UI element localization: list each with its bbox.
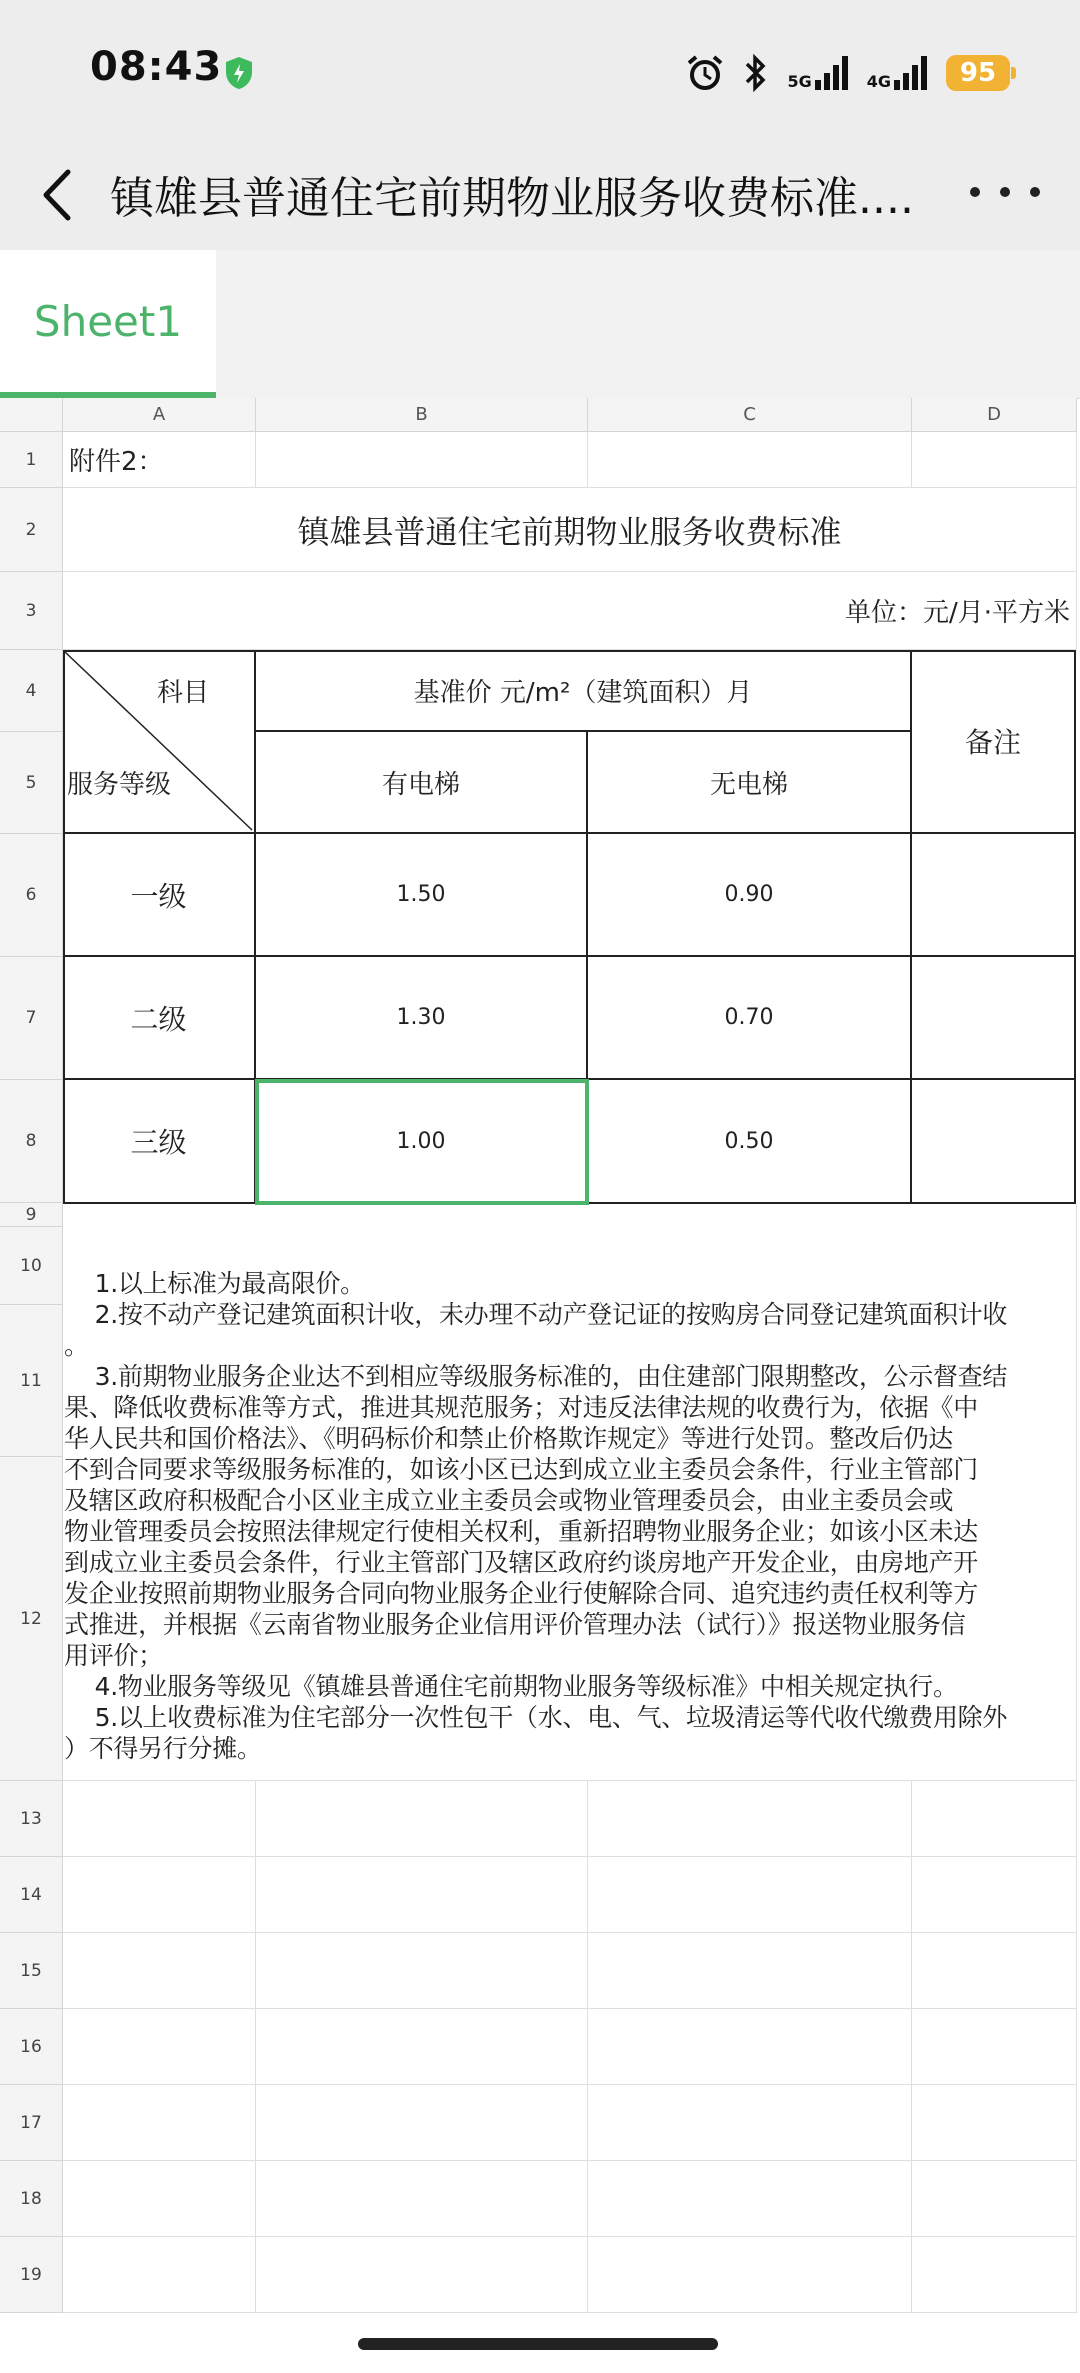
empty-cell[interactable] bbox=[912, 2161, 1077, 2237]
empty-cell[interactable] bbox=[912, 1933, 1077, 2009]
empty-cell[interactable] bbox=[588, 1933, 912, 2009]
header-no-elevator[interactable]: 无电梯 bbox=[588, 732, 912, 834]
status-time: 08:43 bbox=[90, 44, 223, 90]
note-item: 1.以上标准为最高限价。 bbox=[64, 1269, 365, 1298]
row-header-4[interactable]: 4 bbox=[0, 650, 63, 732]
row-header-18[interactable]: 18 bbox=[0, 2161, 63, 2237]
empty-cell[interactable] bbox=[256, 2085, 588, 2161]
row-header-8[interactable]: 8 bbox=[0, 1080, 63, 1203]
home-indicator[interactable] bbox=[358, 2338, 718, 2350]
column-header-c[interactable]: C bbox=[588, 398, 912, 432]
note-item: 4.物业服务等级见《镇雄县普通住宅前期物业服务等级标准》中相关规定执行。 bbox=[64, 1672, 958, 1701]
signal-icon bbox=[894, 56, 928, 90]
header-base-price[interactable]: 基准价 元/m²（建筑面积）月 bbox=[256, 650, 912, 732]
grade-level-cell[interactable]: 一级 bbox=[63, 834, 256, 957]
sheet-title-cell[interactable]: 镇雄县普通住宅前期物业服务收费标准 bbox=[63, 488, 1077, 572]
empty-cell[interactable] bbox=[256, 1781, 588, 1857]
signal-icon bbox=[815, 56, 849, 90]
empty-cell[interactable] bbox=[912, 2237, 1077, 2313]
back-arrow-icon[interactable] bbox=[30, 160, 90, 230]
note-item: 3.前期物业服务企业达不到相应等级服务标准的，由住建部门限期整改，公示督查结 果、降低收费标准等方式，推进其规范服务；对违反法律法规的收费行为，依据《中 华人民共和国价格法》、《明码标价和禁止价格欺诈规定》等进行处罚。整改后仍达 不到合同要求等级服务标准的，如该小区已达到成立业主委员会条件，行业主管部门 及辖区政府积极配合小区业主成立业主委员会或物业管理委员会，由业主委员会或 物业管理委员会按照法律规定行使相关权利，重新招聘物业服务企业；如该小区未达 到成立业主委员会条件，行业主管部门及辖区政府约谈房地产开发企业，由房地产开 发企业按照前期物业服务合同向物业服务企业行使解除合同、追究违约责任权利等方 式推进，并根据《云南省物业服务企业信用评价管理办法（试行）》报送物业服务信 用评价； bbox=[64, 1362, 1008, 1670]
note-item: 5.以上收费标准为住宅部分一次性包干（水、电、气、垃圾清运等代收代缴费用除外 ）不得另行分摊。 bbox=[64, 1703, 1008, 1763]
empty-cell[interactable] bbox=[588, 2009, 912, 2085]
empty-cell[interactable] bbox=[256, 1857, 588, 1933]
signal-5g bbox=[787, 56, 848, 90]
grade-no-elevator-cell[interactable]: 0.90 bbox=[588, 834, 912, 957]
empty-cell[interactable] bbox=[256, 2161, 588, 2237]
row-header-7[interactable]: 7 bbox=[0, 957, 63, 1080]
empty-cell[interactable] bbox=[63, 2085, 256, 2161]
empty-cell[interactable] bbox=[63, 1933, 256, 2009]
empty-cell[interactable] bbox=[256, 2237, 588, 2313]
unit-cell[interactable]: 单位：元/月·平方米 bbox=[63, 572, 1077, 650]
header-elevator[interactable]: 有电梯 bbox=[256, 732, 588, 834]
diagonal-header-cell[interactable] bbox=[63, 650, 256, 834]
grade-no-elevator-cell[interactable]: 0.50 bbox=[588, 1080, 912, 1204]
empty-cell[interactable] bbox=[912, 1857, 1077, 1933]
row-header-1[interactable]: 1 bbox=[0, 432, 63, 488]
row-header-6[interactable]: 6 bbox=[0, 834, 63, 957]
row-header-13[interactable]: 13 bbox=[0, 1781, 63, 1857]
sheet-tab-strip bbox=[0, 250, 1080, 399]
document-title: 镇雄县普通住宅前期物业服务收费标准.... bbox=[110, 173, 914, 224]
status-icons bbox=[685, 48, 1010, 98]
empty-cell[interactable] bbox=[912, 2009, 1077, 2085]
header-remark[interactable]: 备注 bbox=[912, 650, 1076, 834]
alarm-icon bbox=[685, 53, 725, 93]
network-label-1: 5G bbox=[787, 72, 812, 91]
row-header-10[interactable]: 10 bbox=[0, 1227, 63, 1305]
row-header-3[interactable]: 3 bbox=[0, 572, 63, 650]
header-subject: 科目 bbox=[157, 678, 210, 708]
row-header-5[interactable]: 5 bbox=[0, 732, 63, 834]
row-header-2[interactable]: 2 bbox=[0, 488, 63, 572]
column-header-b[interactable]: B bbox=[256, 398, 588, 432]
row-header-11[interactable]: 11 bbox=[0, 1305, 63, 1457]
row-header-16[interactable]: 16 bbox=[0, 2009, 63, 2085]
bluetooth-icon bbox=[743, 53, 769, 93]
row-header-19[interactable]: 19 bbox=[0, 2237, 63, 2313]
grade-remark-cell[interactable] bbox=[912, 1080, 1076, 1204]
grade-elevator-cell[interactable]: 1.50 bbox=[256, 834, 588, 957]
status-bar bbox=[0, 0, 1080, 140]
header-grade: 服务等级 bbox=[67, 770, 172, 800]
row-header-9[interactable]: 9 bbox=[0, 1203, 63, 1227]
grade-elevator-cell[interactable]: 1.30 bbox=[256, 957, 588, 1080]
grade-elevator-cell[interactable]: 1.00 bbox=[256, 1080, 588, 1204]
note-item: 2.按不动产登记建筑面积计收，未办理不动产登记证的按购房合同登记建筑面积计收 。 bbox=[64, 1300, 1008, 1360]
empty-cell[interactable] bbox=[63, 1857, 256, 1933]
row-header-14[interactable]: 14 bbox=[0, 1857, 63, 1933]
column-header-d[interactable]: D bbox=[912, 398, 1077, 432]
network-label-2: 4G bbox=[866, 72, 891, 91]
empty-cell[interactable] bbox=[912, 2085, 1077, 2161]
empty-cell[interactable] bbox=[63, 2009, 256, 2085]
row-header-15[interactable]: 15 bbox=[0, 1933, 63, 2009]
row-header-17[interactable]: 17 bbox=[0, 2085, 63, 2161]
empty-cell[interactable] bbox=[256, 1933, 588, 2009]
empty-cell[interactable] bbox=[588, 2237, 912, 2313]
cell-d1[interactable] bbox=[912, 432, 1077, 488]
notes-text bbox=[64, 1268, 1074, 1764]
title-bar bbox=[0, 140, 1080, 250]
empty-cell[interactable] bbox=[63, 2237, 256, 2313]
cell-b1[interactable] bbox=[256, 432, 588, 488]
empty-cell[interactable] bbox=[63, 2161, 256, 2237]
signal-4g bbox=[867, 56, 928, 90]
empty-cell[interactable] bbox=[256, 2009, 588, 2085]
grade-level-cell[interactable]: 三级 bbox=[63, 1080, 256, 1204]
grade-remark-cell[interactable] bbox=[912, 834, 1076, 957]
empty-cell[interactable] bbox=[588, 1781, 912, 1857]
shield-icon bbox=[224, 56, 254, 90]
cell-c1[interactable] bbox=[588, 432, 912, 488]
grade-no-elevator-cell[interactable]: 0.70 bbox=[588, 957, 912, 1080]
empty-cell[interactable] bbox=[588, 2161, 912, 2237]
tab-sheet1[interactable]: Sheet1 bbox=[0, 250, 216, 398]
more-options-icon[interactable] bbox=[970, 162, 1040, 222]
grade-level-cell[interactable]: 二级 bbox=[63, 957, 256, 1080]
empty-cell[interactable] bbox=[588, 1857, 912, 1933]
column-header-a[interactable]: A bbox=[63, 398, 256, 432]
cell-a1[interactable]: 附件2： bbox=[63, 432, 256, 488]
battery-indicator: 95 bbox=[946, 55, 1010, 91]
empty-cell[interactable] bbox=[588, 2085, 912, 2161]
row-header-12[interactable]: 12 bbox=[0, 1457, 63, 1781]
empty-cell[interactable] bbox=[63, 1781, 256, 1857]
empty-cell[interactable] bbox=[912, 1781, 1077, 1857]
corner-header[interactable] bbox=[0, 398, 63, 432]
grade-remark-cell[interactable] bbox=[912, 957, 1076, 1080]
